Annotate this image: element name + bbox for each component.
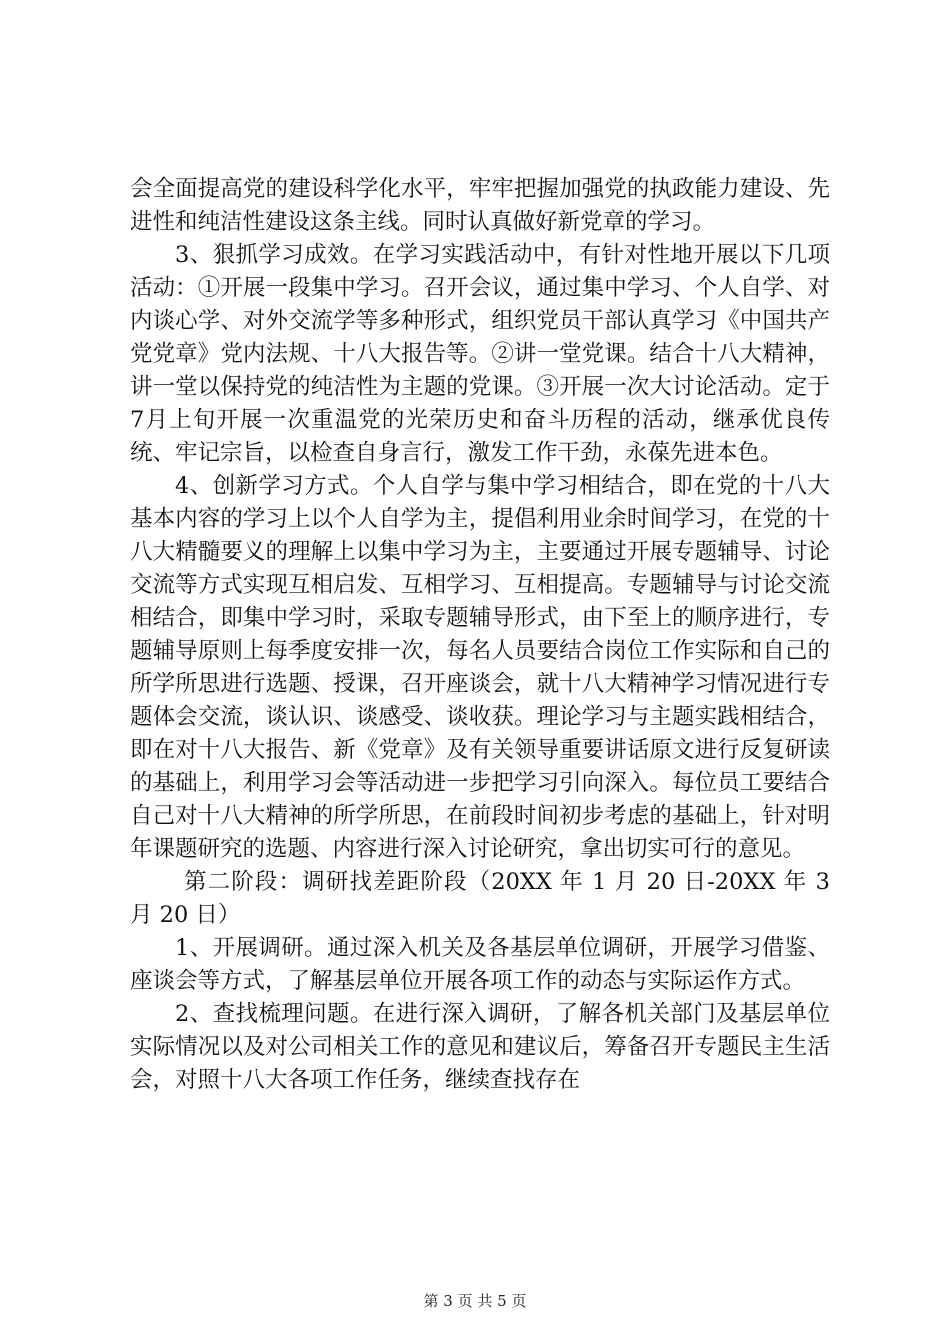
page-number-footer: 第 3 页 共 5 页 <box>423 1292 527 1310</box>
paragraph-continuation: 会全面提高党的建设科学化水平，牢牢把握加强党的执政能力建设、先进性和纯洁性建设这条主线。同时认真做好新党章的学习。 <box>130 176 830 235</box>
paragraph-find-problems: 2、查找梳理问题。在进行深入调研，了解各机关部门及基层单位实际情况以及对公司相关工作的意见和建议后，筹备召开专题民主生活会，对照十八大各项工作任务，继续查找存在 <box>130 1001 830 1093</box>
paragraph-study-methods: 4、创新学习方式。个人自学与集中学习相结合，即在党的十八大基本内容的学习上以个人自学为主，提倡利用业余时间学习，在党的十八大精髓要义的理解上以集中学习为主，主要通过开展专题辅导、讨论交流等方式实现互相启发、互相学习、互相提高。专题辅导与讨论交流相结合，即集中学习时，采取专题辅导形式，由下至上的顺序进行，专题辅导原则上每季度安排一次，每名人员要结合岗位工作实际和自己的所学所思进行选题、授课，召开座谈会，就十八大精神学习情况进行专题体会交流，谈认识、谈感受、谈收获。理论学习与主题实践相结合，即在对十八大报告、新《党章》及有关领导重要讲话原文进行反复研读的基础上，利用学习会等活动进一步把学习引向深入。每位员工要结合自己对十八大精神的所学所思，在前段时间初步考虑的基础上，针对明年课题研究的选题、内容进行深入讨论研究，拿出切实可行的意见。 <box>130 473 830 862</box>
stage-two-heading: 第二阶段：调研找差距阶段（20XX 年 1 月 20 日-20XX 年 3 月 20 日） <box>130 869 830 928</box>
paragraph-research: 1、开展调研。通过深入机关及各基层单位调研，开展学习借鉴、座谈会等方式，了解基层单位开展各项工作的动态与实际运作方式。 <box>130 935 830 994</box>
paragraph-study-results: 3、狠抓学习成效。在学习实践活动中，有针对性地开展以下几项活动：①开展一段集中学习。召开会议，通过集中学习、个人自学、对内谈心学、对外交流学等多种形式，组织党员干部认真学习《中国共产党党章》党内法规、十八大报告等。②讲一堂党课。结合十八大精神，讲一堂以保持党的纯洁性为主题的党课。③开展一次大讨论活动。定于7月上旬开展一次重温党的光荣历史和奋斗历程的活动，继承优良传统、牢记宗旨，以检查自身言行，激发工作干劲，永葆先进本色。 <box>130 242 830 466</box>
document-body <box>130 173 830 1097</box>
